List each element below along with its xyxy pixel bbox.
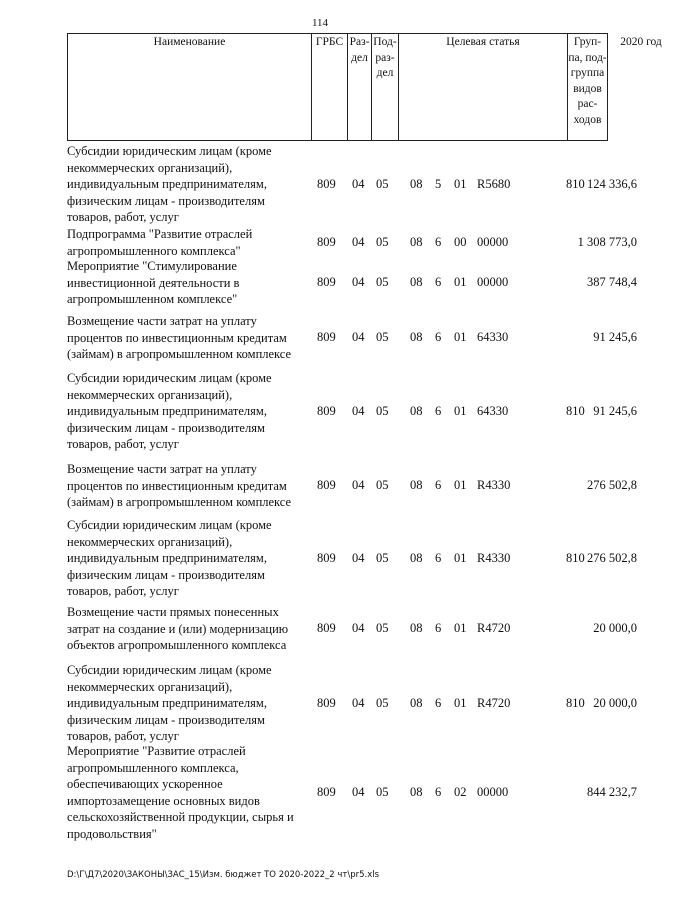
row-razdel: 04: [352, 330, 365, 344]
header-name: [68, 34, 312, 140]
row-grbs: 809: [317, 275, 336, 289]
row-grbs: 809: [317, 696, 336, 710]
row-direction: 00000: [477, 275, 509, 289]
row-amount: 20 000,0: [593, 696, 637, 710]
row-name: Возмещение части затрат на уплату процентов по инвестиционным кредитам (займам) в агропромышленном комплексе: [67, 314, 292, 361]
row-razdel: 04: [352, 275, 365, 289]
row-program: 08: [410, 177, 423, 191]
page-number: 114: [311, 17, 329, 29]
row-name: Мероприятие "Развитие отраслей агропромышленного комплекса, обеспечивающих ускоренное импортозамещение основных видов сельскохозяйственной продукции, сырья и продовольствия": [67, 744, 294, 841]
row-amount: 124 336,6: [587, 177, 637, 191]
row-podrazdel: 05: [376, 785, 389, 799]
row-program: 08: [410, 478, 423, 492]
header-year: [608, 34, 674, 140]
row-name: Возмещение части прямых понесенных затрат на создание и (или) модернизацию объектов агропромышленного комплекса: [67, 605, 289, 652]
row-subprogram: 6: [435, 404, 442, 418]
row-razdel: 04: [352, 404, 365, 418]
row-amount: 387 748,4: [587, 275, 637, 289]
row-amount: 276 502,8: [587, 551, 637, 565]
row-group: 810: [566, 177, 585, 191]
row-name: Возмещение части затрат на уплату процентов по инвестиционным кредитам (займам) в агропромышленном комплексе: [67, 462, 292, 509]
row-direction: R4330: [477, 478, 511, 492]
header-grbs-label: ГРБС: [315, 36, 344, 48]
header-podrazdel: [372, 34, 399, 140]
row-direction: R4330: [477, 551, 511, 565]
row-name: Субсидии юридическим лицам (кроме некоммерческих организаций), индивидуальным предпринимателям, физическим лицам - производителям товаров, работ, услуг: [67, 371, 272, 451]
header-group: [568, 34, 608, 140]
row-razdel: 04: [352, 177, 365, 191]
row-subprogram: 6: [435, 551, 442, 565]
row-group: 810: [566, 404, 585, 418]
row-name: Субсидии юридическим лицам (кроме некоммерческих организаций), индивидуальным предпринимателям, физическим лицам - производителям товаров, работ, услуг: [67, 144, 272, 224]
row-subprogram: 6: [435, 235, 442, 249]
header-name-label: Наименование: [153, 36, 226, 48]
row-subprogram: 6: [435, 478, 442, 492]
row-grbs: 809: [317, 404, 336, 418]
file-path-footer: D:\Г\Д7\2020\ЗАКОНЫ\ЗАС_15\Изм. бюджет ТО 2020-2022_2 чт\pr5.xls: [67, 870, 380, 880]
header-podrazdel-label: Под- раз- дел: [373, 36, 397, 79]
row-amount: 20 000,0: [593, 621, 637, 635]
row-program: 08: [410, 696, 423, 710]
row-grbs: 809: [317, 785, 336, 799]
header-target: [399, 34, 568, 140]
row-program: 08: [410, 330, 423, 344]
row-podrazdel: 05: [376, 404, 389, 418]
row-program: 08: [410, 621, 423, 635]
row-razdel: 04: [352, 551, 365, 565]
row-subprogram: 6: [435, 696, 442, 710]
row-amount: 276 502,8: [587, 478, 637, 492]
table-header: [67, 33, 662, 141]
row-subprogram: 6: [435, 785, 442, 799]
row-program: 08: [410, 404, 423, 418]
row-direction: 00000: [477, 235, 509, 249]
row-podrazdel: 05: [376, 621, 389, 635]
row-event: 01: [454, 275, 467, 289]
header-razdel-label: Раз- дел: [349, 36, 370, 64]
row-subprogram: 6: [435, 621, 442, 635]
row-name: Мероприятие "Стимулирование инвестиционной деятельности в агропромышленном комплексе": [67, 259, 240, 306]
row-direction: 64330: [477, 330, 509, 344]
row-event: 01: [454, 404, 467, 418]
header-year-label: 2020 год: [620, 36, 662, 48]
row-razdel: 04: [352, 696, 365, 710]
row-event: 00: [454, 235, 467, 249]
row-program: 08: [410, 275, 423, 289]
row-direction: R4720: [477, 696, 511, 710]
row-podrazdel: 05: [376, 696, 389, 710]
row-podrazdel: 05: [376, 275, 389, 289]
header-group-label: Груп- па, под- группа видов рас- ходов: [568, 36, 607, 126]
row-amount: 91 245,6: [593, 404, 637, 418]
row-razdel: 04: [352, 785, 365, 799]
row-amount: 91 245,6: [593, 330, 637, 344]
row-program: 08: [410, 235, 423, 249]
row-razdel: 04: [352, 621, 365, 635]
row-event: 01: [454, 177, 467, 191]
header-grbs: [312, 34, 348, 140]
row-grbs: 809: [317, 235, 336, 249]
row-grbs: 809: [317, 478, 336, 492]
row-amount: 1 308 773,0: [577, 235, 637, 249]
row-event: 01: [454, 621, 467, 635]
row-razdel: 04: [352, 235, 365, 249]
row-program: 08: [410, 551, 423, 565]
row-event: 01: [454, 551, 467, 565]
row-program: 08: [410, 785, 423, 799]
row-podrazdel: 05: [376, 478, 389, 492]
row-podrazdel: 05: [376, 330, 389, 344]
row-razdel: 04: [352, 478, 365, 492]
row-grbs: 809: [317, 551, 336, 565]
row-grbs: 809: [317, 177, 336, 191]
row-podrazdel: 05: [376, 551, 389, 565]
row-podrazdel: 05: [376, 235, 389, 249]
row-name: Субсидии юридическим лицам (кроме некоммерческих организаций), индивидуальным предпринимателям, физическим лицам - производителям товаров, работ, услуг: [67, 663, 272, 743]
row-subprogram: 6: [435, 275, 442, 289]
row-event: 01: [454, 330, 467, 344]
header-razdel: [348, 34, 372, 140]
row-name: Субсидии юридическим лицам (кроме некоммерческих организаций), индивидуальным предпринимателям, физическим лицам - производителям товаров, работ, услуг: [67, 518, 272, 598]
row-direction: 00000: [477, 785, 509, 799]
row-event: 01: [454, 696, 467, 710]
row-grbs: 809: [317, 330, 336, 344]
row-event: 01: [454, 478, 467, 492]
row-grbs: 809: [317, 621, 336, 635]
row-subprogram: 5: [435, 177, 442, 191]
row-subprogram: 6: [435, 330, 442, 344]
header-target-label: Целевая статья: [446, 36, 520, 48]
row-event: 02: [454, 785, 467, 799]
row-podrazdel: 05: [376, 177, 389, 191]
row-amount: 844 232,7: [587, 785, 637, 799]
row-group: 810: [566, 551, 585, 565]
row-direction: R5680: [477, 177, 511, 191]
header-right-border: [607, 33, 608, 141]
row-group: 810: [566, 696, 585, 710]
row-name: Подпрограмма "Развитие отраслей агропромышленного комплекса": [67, 227, 253, 258]
row-direction: R4720: [477, 621, 511, 635]
row-direction: 64330: [477, 404, 509, 418]
